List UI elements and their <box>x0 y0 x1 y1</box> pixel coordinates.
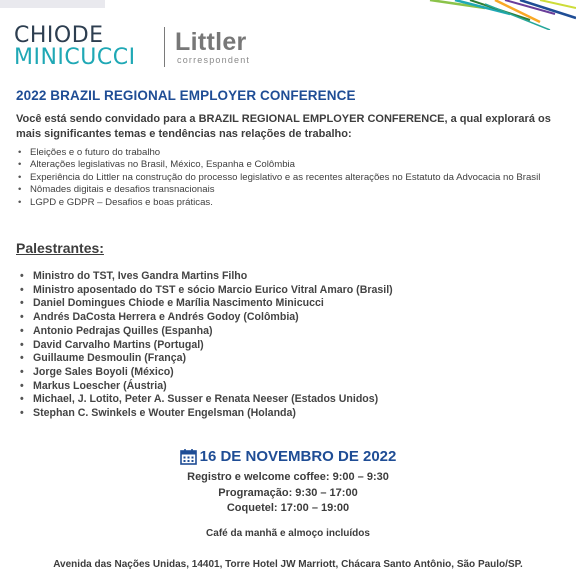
schedule-line: Programação: 9:30 – 17:00 <box>218 486 358 499</box>
topic-item: • Eleições e o futuro do trabalho <box>18 147 564 159</box>
logo-minicucci-text: MINICUCCI <box>14 45 136 70</box>
speaker-item: • Ministro do TST, Ives Gandra Martins Filho <box>20 270 393 284</box>
event-date: 16 DE NOVEMBRO DE 2022 <box>199 448 397 465</box>
speaker-item: • Michael, J. Lotito, Peter A. Susser e Renata Neeser (Estados Unidos) <box>20 393 393 407</box>
chiode-minicucci-logo <box>14 25 154 69</box>
schedule-line: Registro e welcome coffee: 9:00 – 9:30 <box>187 471 389 483</box>
topics-list <box>18 147 564 209</box>
logo-divider <box>164 27 165 67</box>
topic-item: • Alterações legislativas no Brasil, México, Espanha e Colômbia <box>18 159 564 171</box>
speaker-item: • Andrés DaCosta Herrera e Andrés Godoy (Colômbia) <box>20 311 393 325</box>
speaker-item: • Markus Loescher (Áustria) <box>20 380 393 394</box>
speaker-item: • Stephan C. Swinkels e Wouter Engelsman (Holanda) <box>20 407 393 421</box>
speaker-item: • Jorge Sales Boyoli (México) <box>20 366 393 380</box>
speaker-item: • David Carvalho Martins (Portugal) <box>20 339 393 353</box>
conference-title: 2022 BRAZIL REGIONAL EMPLOYER CONFERENCE <box>16 88 356 103</box>
header-logos <box>14 24 250 70</box>
speaker-item: • Guillaume Desmoulin (França) <box>20 352 393 366</box>
littler-name: Littler <box>175 27 247 56</box>
speakers-heading: Palestrantes: <box>16 240 104 256</box>
meals-note: Café da manhã e almoço incluídos <box>206 528 370 539</box>
speaker-item: • Daniel Domingues Chiode e Marília Nascimento Minicucci <box>20 297 393 311</box>
littler-subtitle: correspondent <box>177 54 251 65</box>
speaker-item: • Antonio Pedrajas Quilles (Espanha) <box>20 325 393 339</box>
schedule-line: Coquetel: 17:00 – 19:00 <box>226 502 350 514</box>
logo-chiode-text: CHIODE <box>14 23 104 48</box>
speaker-item: • Ministro aposentado do TST e sócio Marcio Eurico Vitral Amaro (Brasil) <box>20 284 393 298</box>
event-address: Avenida das Nações Unidas, 14401, Torre Hotel JW Marriott, Chácara Santo Antônio, São Paulo/SP. <box>53 559 523 570</box>
intro-paragraph: Você está sendo convidado para a BRAZIL REGIONAL EMPLOYER CONFERENCE, a qual explorará os mais significantes temas e tendências nas relações de trabalho: <box>16 113 551 140</box>
littler-logo <box>175 27 251 65</box>
event-date-row <box>0 448 576 465</box>
topic-item: • Experiência do Littler na construção do processo legislativo e as recentes alterações no Estatuto da Advocacia no Brasil <box>18 172 564 184</box>
speakers-list <box>20 270 393 421</box>
event-schedule <box>0 470 576 517</box>
calendar-icon <box>180 448 197 465</box>
topic-item: • Nômades digitais e desafios transnacionais <box>18 184 564 196</box>
topic-item: • LGPD e GDPR – Desafios e boas práticas. <box>18 197 564 209</box>
